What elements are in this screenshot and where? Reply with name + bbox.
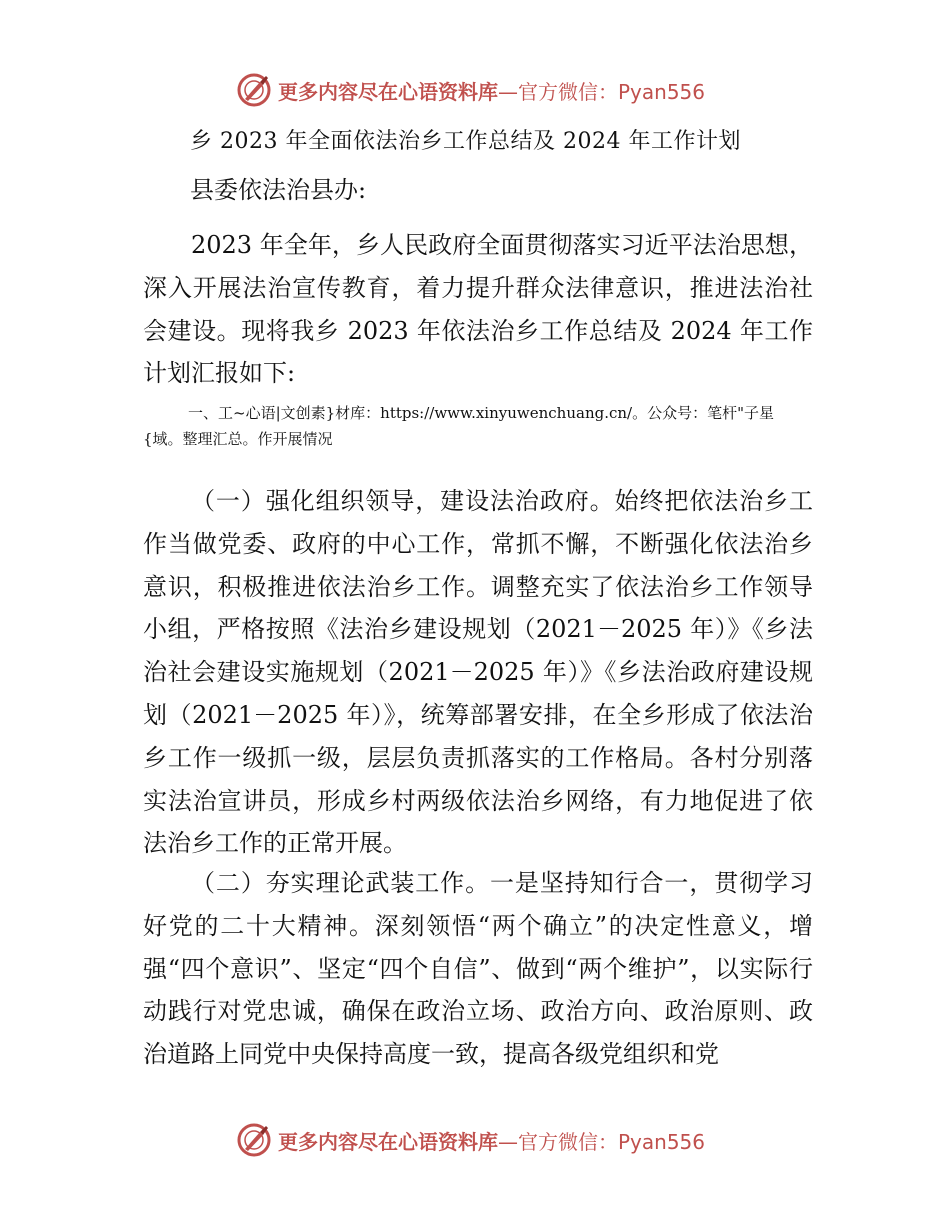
quill-seal-icon [236, 72, 272, 108]
section1-paragraph: （一）强化组织领导，建设法治政府。始终把依法治乡工作当做党委、政府的中心工作，常抓不懈，不断强化依法治乡意识，积极推进依法治乡工作。调整充实了依法治乡工作领导小组，严格按照《法治乡建设规划（2021－2025 年）》《乡法治社会建设实施规划（2021－2025 年）》《乡法治政府建设规划（2021－2025 年）》，统筹部署安排，在全乡形成了依法治乡工作一级抓一级，层层负责抓落实的工作格局。各村分别落实法治宣讲员，形成乡村两级依法治乡网络，有力地促进了依法治乡工作的正常开展。 [143, 487, 813, 858]
section-heading: 一、工~心语|文创素}材库：https://www.xinyuwenchuang.cn/。公众号：笔杆"子星{域。整理汇总。作开展情况 [143, 404, 774, 448]
footer-watermark-banner [236, 1120, 705, 1160]
addressee: 县委依法治县办: [190, 176, 367, 204]
document-title: 乡 2023 年全面依法治乡工作总结及 2024 年工作计划 [190, 129, 741, 154]
section2-paragraph: （二）夯实理论武装工作。一是坚持知行合一，贯彻学习好党的二十大精神。深刻领悟“两个确立”的决定性意义，增强“四个意识”、坚定“四个自信”、做到“两个维护”，以实际行动践行对党忠诚，确保在政治立场、政治方向、政治原则、政治道路上同党中央保持高度一致，提高各级党组织和党 [143, 869, 813, 1069]
quill-seal-icon [236, 1122, 272, 1158]
header-watermark-banner [236, 70, 705, 110]
watermark-text: 更多内容尽在心语资料库—官方微信：Pyan556 [278, 79, 706, 104]
watermark-text: 更多内容尽在心语资料库—官方微信：Pyan556 [278, 1129, 706, 1154]
intro-paragraph: 2023 年全年，乡人民政府全面贯彻落实习近平法治思想，深入开展法治宣传教育，着力提升群众法律意识，推进法治社会建设。现将我乡 2023 年依法治乡工作总结及 2024 年工作计划汇报如下: [143, 231, 813, 388]
